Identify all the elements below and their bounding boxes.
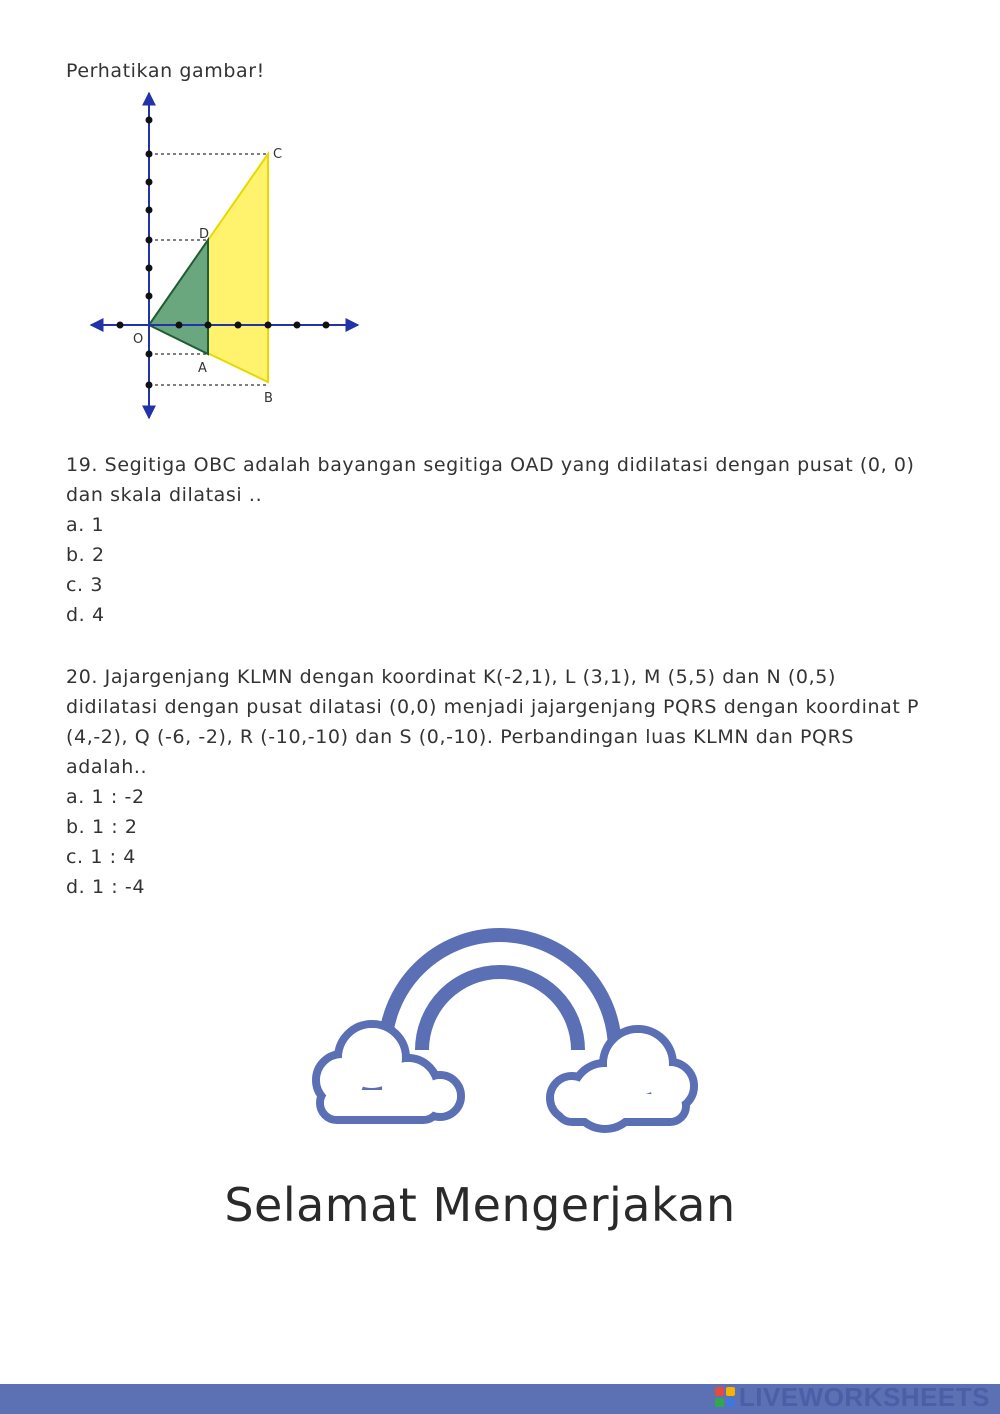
brand-icon-tile <box>715 1387 724 1396</box>
option-item: b. 1 : 2 <box>66 816 138 838</box>
label-a: A <box>198 361 207 376</box>
question-text: 19. Segitiga OBC adalah bayangan segitiga OAD yang didilatasi dengan pusat (0, 0) dan skala dilatasi .. <box>66 454 915 506</box>
brand-text: LIVEWORKSHEETS <box>738 1382 990 1412</box>
intro-text: Perhatikan gambar! <box>66 60 265 82</box>
brand-icon <box>715 1387 735 1407</box>
option-item: d. 1 : -4 <box>66 876 146 898</box>
options-list <box>66 510 926 630</box>
question-text: 20. Jajargenjang KLMN dengan koordinat K(-2,1), L (3,1), M (5,5) dan N (0,5) didilatasi dengan pusat dilatasi (0,0) menjadi jajargenjang PQRS dengan koordinat P (4,-2), Q (-6, -2), R (-10,-10) dan S (0,-10). Perbandingan luas KLMN dan PQRS adalah.. <box>66 666 920 778</box>
label-o: O <box>133 332 144 347</box>
closing-title: Selamat Mengerjakan <box>224 1178 736 1232</box>
rainbow-icon <box>300 918 700 1150</box>
option-item: a. 1 : -2 <box>66 786 145 808</box>
label-d: D <box>199 227 210 242</box>
option-item: a. 1 <box>66 514 105 536</box>
label-b: B <box>264 391 273 406</box>
brand-icon-tile <box>726 1398 735 1407</box>
coordinate-figure <box>86 90 366 425</box>
option-item: c. 1 : 4 <box>66 846 136 868</box>
question-19 <box>66 450 926 630</box>
options-list <box>66 782 926 902</box>
triangle-oad <box>149 240 208 354</box>
brand-logo[interactable] <box>715 1382 990 1412</box>
brand-icon-tile <box>715 1398 724 1407</box>
label-c: C <box>273 147 283 162</box>
question-20 <box>66 662 926 902</box>
option-item: b. 2 <box>66 544 105 566</box>
brand-icon-tile <box>726 1387 735 1396</box>
rainbow-arc <box>422 972 578 1050</box>
option-item: c. 3 <box>66 574 104 596</box>
option-item: d. 4 <box>66 604 105 626</box>
